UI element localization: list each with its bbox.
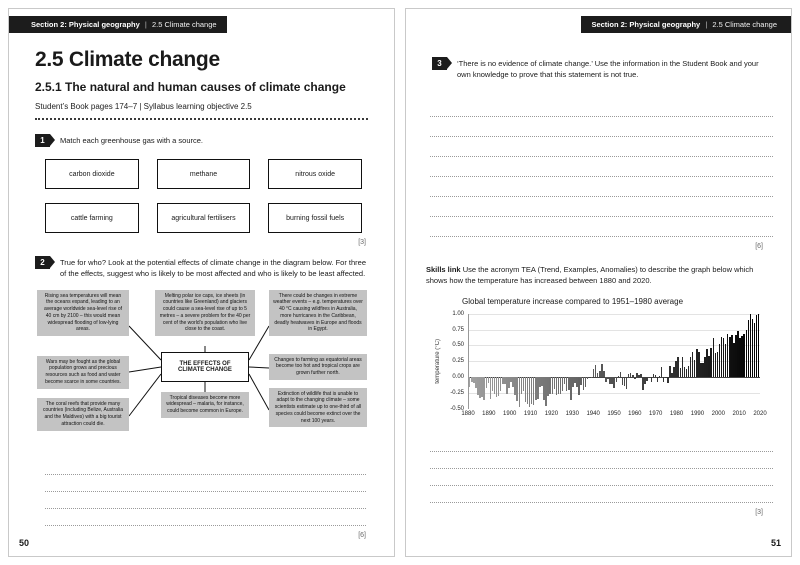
question-1-marks: [3] (358, 239, 366, 246)
gas-box: methane (157, 159, 251, 189)
answer-line (430, 117, 773, 137)
gas-box: nitrous oxide (268, 159, 362, 189)
question-2-text: True for who? Look at the potential effects of climate change in the diagram below. For three of the effects, suggest who is likely to be most affected and who is likely to be least affected. (60, 258, 367, 279)
source-box: agricultural fertilisers (157, 203, 251, 233)
header-section-label: Section 2: Physical geography (31, 20, 140, 29)
chart-gridline (469, 345, 760, 346)
right-header-bar (581, 16, 791, 33)
answer-line (430, 157, 773, 177)
chart-x-tick-label: 1940 (586, 410, 600, 417)
question-3-marks: [6] (755, 242, 763, 250)
chart-y-tick-label: -0.25 (450, 389, 464, 396)
chart-y-axis-label: temperature (°C) (435, 338, 441, 384)
page-number-left: 50 (19, 538, 30, 548)
chart-x-tick-label: 1910 (523, 410, 538, 417)
chart-bar (657, 377, 658, 382)
answer-line (430, 97, 773, 117)
answer-line (430, 469, 773, 486)
temperature-chart (432, 297, 781, 419)
answer-line (430, 452, 773, 469)
effects-diagram (37, 290, 369, 450)
answer-line (430, 137, 773, 157)
left-header-bar (9, 16, 227, 33)
skills-link-text: Use the acronym TEA (Trend, Examples, Anomalies) to describe the graph below which shows how the temperature has increased between 1880 and 2020. (426, 264, 754, 286)
effect-box-rising-sea: Rising sea temperatures will mean the oceans expand, leading to an average worldwide sea-level rise of 40 cm by 2100 – this would mean widespread flooding of low-lying areas. (37, 290, 129, 337)
chart-bar (651, 377, 652, 382)
answer-line (430, 486, 773, 503)
chart-bar (591, 377, 592, 378)
chart-bar (667, 377, 668, 383)
page-number-right: 51 (770, 538, 781, 548)
chart-x-tick-label: 1920 (544, 410, 559, 417)
gas-box: carbon dioxide (45, 159, 139, 189)
question-2-marks: [6] (358, 531, 366, 539)
question-1-text: Match each greenhouse gas with a source. (60, 136, 204, 145)
right-header (406, 14, 791, 33)
q3-answer-lines (430, 97, 773, 237)
question-2-number: 2 (35, 256, 50, 269)
source-box: burning fossil fuels (268, 203, 362, 233)
effect-box-extreme-weather: There could be changes in extreme weather events – e.g. temperatures over 40 °C causing wildfires in Australia, more hurricanes in the Caribbean, deadly heatwaves in Europe and floods in Egypt. (269, 290, 367, 337)
chart-bar (758, 314, 759, 377)
answer-line (430, 177, 773, 197)
header-divider: | (705, 20, 708, 29)
q2-answer-lines (45, 458, 366, 526)
answer-line (45, 458, 366, 475)
chart-bar (661, 367, 662, 377)
chart-title: Global temperature increase compared to 1951–1980 average (462, 296, 684, 306)
chart-body (432, 310, 781, 419)
question-3-text: ‘There is no evidence of climate change.’ Use the information in the Student Book and your own knowledge to prove that this statement is not true. (457, 59, 759, 80)
page-title: 2.5 Climate change (35, 48, 220, 71)
answer-line (45, 475, 366, 492)
chart-y-tick-label: 0.50 (452, 342, 464, 349)
header-chapter-label: 2.5 Climate change (712, 20, 777, 29)
chart-gridline (469, 393, 760, 394)
chart-answer-lines (430, 435, 773, 503)
chart-x-tick-label: 2000 (711, 410, 725, 417)
question-3-number: 3 (432, 57, 447, 70)
skills-link-label: Skills link (426, 264, 461, 274)
header-section-label: Section 2: Physical geography (591, 20, 701, 29)
chart-y-tick-label: 0.75 (452, 326, 464, 333)
chart-x-axis (461, 409, 767, 419)
page-subtitle: 2.5.1 The natural and human causes of climate change (35, 80, 346, 94)
chart-x-tick-label: 1960 (628, 410, 642, 417)
chart-marks: [3] (755, 508, 763, 516)
left-header (9, 14, 394, 33)
question-1 (35, 134, 370, 147)
workbook-page-right (405, 8, 792, 557)
chart-x-tick-label: 1900 (503, 410, 517, 417)
chart-bar (663, 377, 664, 381)
chart-bar (587, 377, 588, 379)
answer-line (430, 435, 773, 452)
answer-line (45, 492, 366, 509)
chart-x-tick-label: 1880 (461, 410, 475, 417)
chart-x-tick-label: 2010 (732, 410, 746, 417)
chart-gridline (469, 330, 760, 331)
answer-line (430, 217, 773, 237)
effect-box-extinction: Extinction of wildlife that is unable to adapt to the changing climate – some scientists estimate up to one-third of all species could become extinct over the next 100 years. (269, 388, 367, 428)
workbook-page-left (8, 8, 395, 557)
effect-box-wars: Wars may be fought as the global population grows and precious resources such as food and water become scarce in some countries. (37, 356, 129, 389)
chart-plot-col (461, 314, 767, 419)
chart-x-tick-label: 1990 (690, 410, 705, 417)
chart-bar (634, 377, 635, 379)
effect-box-coral-reefs: The coral reefs that provide many countries (including Belize, Australia and the Maldives) with a big tourist attraction could die. (37, 398, 129, 431)
source-box: cattle farming (45, 203, 139, 233)
chart-bar (616, 377, 617, 381)
question-2 (35, 256, 370, 280)
chart-y-label-col (432, 314, 444, 409)
dotted-rule (35, 118, 368, 120)
match-grid (45, 159, 362, 233)
chart-x-tick-label: 1980 (669, 410, 684, 417)
chart-bar (626, 377, 627, 389)
header-divider: | (144, 20, 147, 29)
chart-x-tick-label: 1970 (649, 410, 663, 417)
effect-box-diseases: Tropical diseases become more widespread – malaria, for instance, could become common in Europe. (161, 392, 249, 418)
chart-y-tick-label: 0.00 (452, 374, 464, 381)
effect-box-melting-ice: Melting polar ice caps, ice sheets (in countries like Greenland) and glaciers could cause a sea-level rise of up to 5 metres – a severe problem for the 40 per cent of the world’s population who live close to the coast. (155, 290, 255, 337)
chart-y-tick-label: 1.00 (452, 310, 464, 317)
answer-line (430, 197, 773, 217)
chart-x-tick-label: 1890 (482, 410, 496, 417)
chart-y-tick-label: -0.50 (450, 405, 464, 412)
chart-x-tick-label: 2020 (753, 410, 767, 417)
syllabus-meta: Student’s Book pages 174–7 | Syllabus learning objective 2.5 (35, 102, 252, 111)
effect-box-farming: Changes to farming as equatorial areas become too hot and tropical crops are grown further north. (269, 354, 367, 380)
question-1-number: 1 (35, 134, 50, 147)
chart-y-tick-label: 0.25 (452, 358, 464, 365)
effects-center-box: THE EFFECTS OF CLIMATE CHANGE (161, 352, 249, 382)
chart-x-tick-label: 1950 (607, 410, 621, 417)
question-3 (432, 57, 767, 81)
header-chapter-label: 2.5 Climate change (151, 20, 217, 29)
chart-x-tick-label: 1930 (565, 410, 579, 417)
skills-link (426, 264, 765, 287)
answer-line (45, 509, 366, 526)
chart-plot-area (468, 314, 760, 409)
chart-y-axis (444, 310, 468, 412)
chart-gridline (469, 314, 760, 315)
